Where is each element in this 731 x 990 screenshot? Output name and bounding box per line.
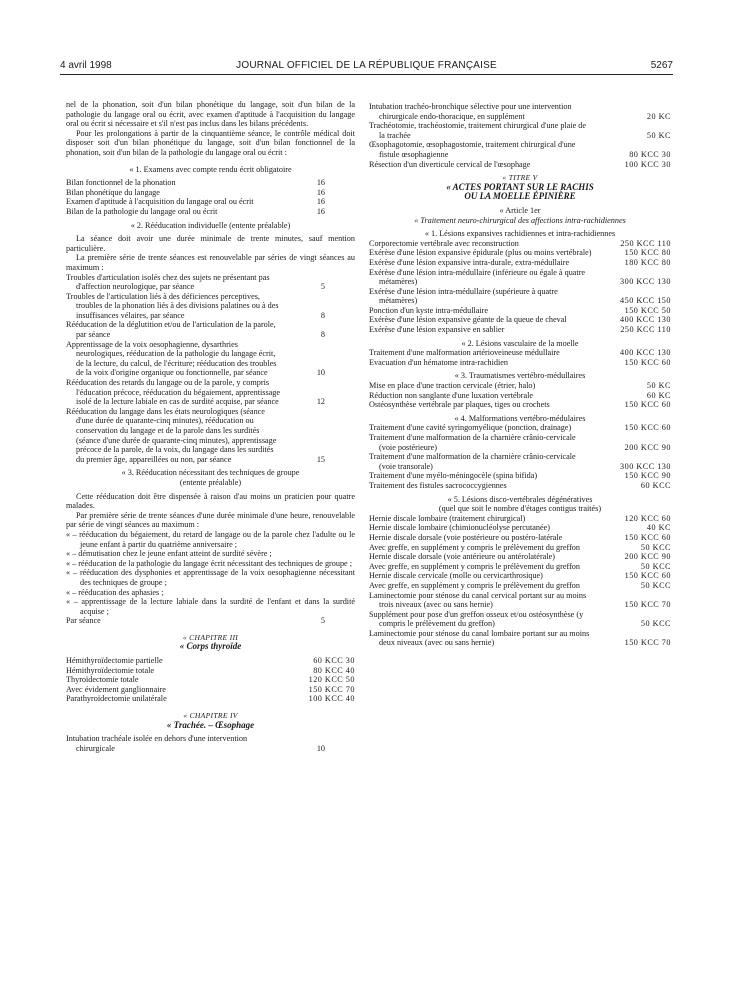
row-value: 10 bbox=[316, 743, 325, 753]
table-row bbox=[66, 197, 355, 207]
row-value: 120 KCC 60 bbox=[624, 513, 671, 523]
row-value: 50 KC bbox=[646, 381, 671, 391]
table-row bbox=[369, 514, 671, 524]
table-row bbox=[66, 292, 355, 321]
row-value: 450 KCC 150 bbox=[620, 296, 671, 306]
row-value: 5 bbox=[320, 616, 325, 626]
row-label: Rééducation des retards du langage ou de la parole, y compris l'éducation précoce, rééducation du bégaiement, apprentissage isolé de la lecture labiale en cas de surdité acquise, par séance bbox=[66, 378, 281, 407]
table-row bbox=[66, 340, 355, 378]
row-value: 250 KCC 110 bbox=[620, 325, 671, 335]
row-value: 150 KCC 70 bbox=[624, 600, 671, 610]
row-value: 400 KCC 130 bbox=[620, 348, 671, 358]
table-row bbox=[369, 325, 671, 335]
row-label: Bilan de la pathologie du langage oral ou écrit bbox=[66, 206, 218, 216]
row-value: 60 KCC 30 bbox=[313, 656, 355, 666]
list-item: « – rééducation de la pathologie du langage écrit nécessitant des techniques de groupe ; bbox=[66, 558, 353, 568]
paragraph: La première série de trente séances est renouvelable par séries de vingt séances au maximum : bbox=[66, 253, 355, 272]
top-table bbox=[369, 102, 671, 169]
l4-table bbox=[369, 423, 671, 490]
section-heading: « 1. Examens avec compte rendu écrit obligatoire bbox=[129, 164, 292, 174]
row-label: Réduction non sanglante d'une luxation vertébrale bbox=[369, 390, 534, 400]
right-column bbox=[369, 102, 671, 648]
ch3-table bbox=[66, 656, 355, 704]
paragraph: Cette rééducation doit être dispensée à raison d'au moins un praticien pour quatre malades. bbox=[66, 491, 355, 511]
article-subtitle: « Traitement neuro-chirurgical des affections intra-rachidiennes bbox=[414, 215, 626, 225]
titre-label: « TITRE V bbox=[502, 173, 538, 183]
section-heading: « 2. Rééducation individuelle (entente préalable) bbox=[130, 220, 291, 230]
chapter-label: « CHAPITRE III bbox=[182, 632, 239, 642]
row-label: Résection d'un diverticule cervical de l'œsophage bbox=[369, 159, 531, 169]
row-label: Mise en place d'une traction cervicale (étrier, halo) bbox=[369, 381, 536, 391]
paragraph: nel de la phonation, soit d'un bilan phonétique du langage, soit d'un bilan de la pathologie du langage oral ou écrit, avec examen d'aptitude à l'acquisition du langage oral ou écrit si nécessaire et s'il n'est pas inclus dans les bilans précédents. bbox=[66, 100, 355, 129]
paragraph: La séance doit avoir une durée minimale de trente minutes, sauf mention particulière. bbox=[66, 234, 355, 253]
row-value: 400 KCC 130 bbox=[620, 315, 671, 325]
table-row bbox=[369, 121, 671, 140]
table-row bbox=[66, 734, 355, 753]
table-row bbox=[369, 562, 671, 572]
list-item: « – démutisation chez le jeune enfant atteint de surdité sévère ; bbox=[66, 549, 272, 559]
row-label: Trachéotomie, trachéostomie, traitement chirurgical d'une plaie de la trachée bbox=[369, 121, 587, 140]
row-label: Bilan fonctionnel de la phonation bbox=[66, 178, 176, 188]
chapter-title: « Trachée. – Œsophage bbox=[166, 719, 255, 730]
header-page-number: 5267 bbox=[650, 60, 673, 71]
row-value: 150 KCC 60 bbox=[624, 357, 671, 367]
table-row bbox=[369, 433, 671, 452]
row-label: Exérèse d'une lésion expansive épidurale (plus ou moins vertébrale) bbox=[369, 248, 592, 258]
table-row bbox=[369, 381, 671, 391]
l2-table bbox=[369, 348, 671, 367]
row-label: Hémithyroïdectomie totale bbox=[66, 665, 154, 675]
row-value: 50 KCC bbox=[640, 542, 671, 552]
paragraph: Par première série de trente séances d'une durée minimale d'une heure, renouvelable par série de vingt séances au maximum : bbox=[66, 510, 355, 530]
row-label: Exérèse d'une lésion expansive en sablier bbox=[369, 325, 505, 335]
table-row bbox=[369, 481, 671, 491]
list-item: « – rééducation des aphasies ; bbox=[66, 587, 164, 597]
table-row bbox=[369, 523, 671, 533]
row-label: Laminectomie pour sténose du canal lombaire portant sur au moins deux niveaux (avec ou sans hernie) bbox=[369, 628, 590, 648]
row-value: 120 KCC 50 bbox=[308, 675, 355, 685]
row-label: Laminectomie pour sténose du canal cervical portant sur au moins trois niveaux (avec ou sans hernie) bbox=[369, 590, 587, 610]
header-date: 4 avril 1998 bbox=[60, 60, 112, 71]
row-label: Troubles d'articulation isolés chez des sujets ne présentant pas d'affection neurologique, par séance bbox=[66, 272, 270, 292]
s1-table bbox=[66, 178, 355, 216]
table-row bbox=[369, 239, 671, 249]
list-item: « – rééducation des dysphonies et apprentissage de la voix oesophagienne nécessitant des techniques de groupe ; bbox=[66, 568, 355, 587]
row-label: Avec greffe, en supplément y compris le prélèvement du greffon bbox=[369, 580, 580, 590]
row-value: 20 KC bbox=[646, 111, 671, 121]
row-value: 10 bbox=[316, 368, 325, 378]
table-row bbox=[369, 471, 671, 481]
table-row bbox=[369, 102, 671, 121]
table-row bbox=[369, 543, 671, 553]
row-label: Avec greffe, en supplément y compris le prélèvement du greffon bbox=[369, 542, 580, 552]
table-row bbox=[66, 188, 355, 198]
row-value: 150 KCC 60 bbox=[624, 423, 671, 433]
list-item: « – apprentissage de la lecture labiale dans la surdité de l'enfant et dans la surdité acquise ; bbox=[66, 597, 355, 616]
row-label: Exérèse d'une lésion intra-médullaire (supérieure à quatre métamères) bbox=[369, 286, 558, 306]
row-value: 50 KCC bbox=[640, 561, 671, 571]
s2-table bbox=[66, 273, 355, 465]
row-value: 8 bbox=[320, 310, 325, 320]
row-value: 150 KCC 60 bbox=[624, 532, 671, 542]
table-row bbox=[369, 348, 671, 358]
row-label: Intubation trachéo-bronchique sélective pour une intervention chirurgicale endo-thoracique, en supplément bbox=[369, 102, 572, 121]
row-value: 40 KC bbox=[646, 523, 671, 533]
row-label: Hernie discale lombaire (traitement chirurgical) bbox=[369, 513, 526, 523]
row-value: 16 bbox=[316, 197, 325, 207]
row-label: Traitement d'une cavité syringomyélique (ponction, drainage) bbox=[369, 423, 572, 433]
table-row bbox=[369, 306, 671, 316]
row-value: 100 KCC 40 bbox=[308, 694, 355, 704]
table-row bbox=[369, 423, 671, 433]
row-value: 80 KCC 40 bbox=[313, 665, 355, 675]
row-value: 200 KCC 90 bbox=[624, 442, 671, 452]
row-label: Exérèse d'une lésion intra-médullaire (inférieure ou égale à quatre métamères) bbox=[369, 267, 586, 287]
l5-table bbox=[369, 514, 671, 648]
table-row bbox=[66, 656, 355, 666]
row-label: Rééducation du langage dans les états neurologiques (séance d'une durée de quarante-cinq minutes), rééducation ou conservation du langage et de la parole dans les surdités (séance d'une durée de quarante-cinq minutes), apprentissage précoce de la parole, de la voix, du langage dans les surdités du premier âge, appareillées ou non, par séance bbox=[66, 406, 277, 464]
section-subheading: (entente préalable) bbox=[179, 477, 242, 487]
row-label: Traitement d'une malformation de la charnière crânio-cervicale (voie transorale) bbox=[369, 452, 576, 471]
row-value: 60 KC bbox=[646, 390, 671, 400]
table-row bbox=[369, 358, 671, 368]
row-value: 80 KCC 30 bbox=[629, 149, 671, 159]
row-value: 50 KCC bbox=[640, 580, 671, 590]
row-value: 150 KCC 70 bbox=[624, 638, 671, 648]
row-value: 250 KCC 110 bbox=[620, 238, 671, 248]
table-row bbox=[66, 666, 355, 676]
row-label: Hémithyroïdectomie partielle bbox=[66, 656, 163, 666]
table-row bbox=[369, 610, 671, 629]
row-label: Exérèse d'une lésion expansive géante de la queue de cheval bbox=[369, 315, 567, 325]
row-label: Ostéosynthèse vertébrale par plaques, tiges ou crochets bbox=[369, 400, 550, 410]
row-value: 15 bbox=[316, 454, 325, 464]
table-row bbox=[66, 616, 355, 626]
running-header bbox=[60, 60, 673, 74]
row-label: Traitement d'une myélo-méningocèle (spina bifida) bbox=[369, 471, 538, 481]
table-row bbox=[369, 581, 671, 591]
row-label: Ponction d'un kyste intra-médullaire bbox=[369, 305, 489, 315]
section-heading: « 3. Traumatismes vertébro-médullaires bbox=[454, 371, 586, 381]
table-row bbox=[369, 140, 671, 159]
table-row bbox=[369, 391, 671, 401]
row-label: Hernie discale cervicale (molle ou cervicarthrosique) bbox=[369, 571, 543, 581]
table-row bbox=[369, 571, 671, 581]
table-row bbox=[66, 178, 355, 188]
row-label: Rééducation de la déglutition et/ou de l'articulation de la parole, par séance bbox=[66, 320, 276, 340]
table-row bbox=[66, 378, 355, 407]
row-value: 150 KCC 70 bbox=[308, 684, 355, 694]
table-row bbox=[369, 248, 671, 258]
table-row bbox=[369, 268, 671, 287]
row-label: Hernie discale dorsale (voie postérieure ou postéro-latérale bbox=[369, 532, 563, 542]
row-label: Apprentissage de la voix oesophagienne, dysarthries neurologiques, rééducation de la pathologie du langage écrit, de la lecture, du calcul, de l'écriture; rééducation des troubles de la voix d'origine organique ou fonctionnelle, par séance bbox=[66, 339, 277, 378]
row-value: 60 KCC bbox=[640, 480, 671, 490]
row-value: 180 KCC 80 bbox=[624, 257, 671, 267]
table-row bbox=[369, 258, 671, 268]
article-label: « Article 1er bbox=[499, 205, 541, 215]
row-value: 5 bbox=[320, 282, 325, 292]
ch4-table bbox=[66, 734, 355, 753]
l1-table bbox=[369, 239, 671, 335]
table-row bbox=[66, 320, 355, 339]
table-row bbox=[66, 694, 355, 704]
table-row bbox=[369, 160, 671, 170]
row-value: 300 KCC 130 bbox=[620, 461, 671, 471]
s3-list bbox=[66, 530, 355, 616]
table-row bbox=[66, 685, 355, 695]
row-label: Examen d'aptitude à l'acquisition du langage oral ou écrit bbox=[66, 197, 254, 207]
row-value: 16 bbox=[316, 187, 325, 197]
row-value: 150 KCC 80 bbox=[624, 248, 671, 258]
row-value: 150 KCC 60 bbox=[624, 400, 671, 410]
row-label: Troubles de l'articulation liés à des déficiences perceptives, troubles de la phonation liés à des divisions palatines ou à des insuffisances vélaires, par séance bbox=[66, 291, 279, 320]
header-rule bbox=[60, 74, 673, 75]
row-label: Parathyroïdectomie unilatérale bbox=[66, 694, 167, 704]
table-row bbox=[369, 552, 671, 562]
row-label: Traitement des fistules sacrococcygiennes bbox=[369, 480, 507, 490]
row-value: 150 KCC 50 bbox=[624, 305, 671, 315]
section-heading: « 1. Lésions expansives rachidiennes et intra-rachidiennes bbox=[424, 229, 616, 239]
row-label: Traitement d'une malformation de la charnière crânio-cervicale (voie postérieure) bbox=[369, 433, 576, 452]
table-row bbox=[369, 452, 671, 471]
l3-table bbox=[369, 381, 671, 410]
table-row bbox=[66, 207, 355, 217]
left-column bbox=[66, 100, 355, 753]
row-label: Avec greffe, en supplément y compris le prélèvement du greffon bbox=[369, 561, 580, 571]
table-row bbox=[369, 591, 671, 610]
table-row bbox=[369, 629, 671, 648]
table-row bbox=[369, 315, 671, 325]
row-label: Exérèse d'une lésion expansive intra-durale, extra-médullaire bbox=[369, 257, 570, 267]
chapter-label: « CHAPITRE IV bbox=[183, 711, 238, 721]
row-label: Corporectomie vertébrale avec reconstruction bbox=[369, 238, 519, 248]
row-value: 50 KC bbox=[646, 130, 671, 140]
row-value: 12 bbox=[316, 397, 325, 407]
titre-subtitle: « ACTES PORTANT SUR LE RACHIS bbox=[446, 181, 594, 192]
list-item: « – rééducation du bégaiement, du retard de langage ou de la parole chez l'adulte ou le jeune enfant à partir du quatrième anniversaire ; bbox=[66, 529, 355, 549]
section-heading: « 2. Lésions vasculaire de la moelle bbox=[461, 338, 579, 348]
table-row bbox=[369, 400, 671, 410]
row-label: Avec évidement ganglionnaire bbox=[66, 684, 166, 694]
row-label: Thyroïdectomie totale bbox=[66, 675, 139, 685]
section-subheading: (quel que soit le nombre d'étages contigus traités) bbox=[438, 504, 602, 514]
table-row bbox=[66, 675, 355, 685]
chapter-title: « Corps thyroïde bbox=[179, 641, 242, 652]
section-heading: « 5. Lésions disco-vertébrales dégénératives bbox=[447, 494, 593, 504]
row-value: 200 KCC 90 bbox=[624, 552, 671, 562]
row-value: 50 KCC bbox=[640, 619, 671, 629]
row-value: 300 KCC 130 bbox=[620, 277, 671, 287]
table-row bbox=[369, 287, 671, 306]
row-label: Supplément pour pose d'un greffon osseux et/ou ostéosynthèse (y compris le prélèvement du greffon) bbox=[369, 609, 584, 629]
row-label: Hernie discale dorsale (voie antérieure ou antérolatérale) bbox=[369, 552, 555, 562]
row-label: Evacuation d'un hématome intra-rachidien bbox=[369, 357, 509, 367]
row-value: 16 bbox=[316, 206, 325, 216]
section-heading: « 4. Malformations vertébro-médulaires bbox=[454, 413, 586, 423]
row-label: Œsophagotomie, œsophagostomie, traitement chirurgical d'une fistule œsophagienne bbox=[369, 140, 576, 159]
table-row bbox=[369, 533, 671, 543]
table-row bbox=[66, 273, 355, 292]
header-title: JOURNAL OFFICIEL DE LA RÉPUBLIQUE FRANÇAISE bbox=[236, 60, 497, 71]
paragraph: Pour les prolongations à partir de la cinquantième séance, le contrôle médical doit disposer soit d'un bilan phonétique du langage, soit d'un bilan fonctionnel de la phonation, soit d'un bilan de la pathologie du langage oral ou écrit : bbox=[66, 128, 355, 157]
row-value: 100 KCC 30 bbox=[624, 159, 671, 169]
row-value: 8 bbox=[320, 330, 325, 340]
row-value: 16 bbox=[316, 178, 325, 188]
titre-subtitle: OU LA MOELLE ÉPINIÈRE bbox=[464, 191, 576, 202]
row-label: Hernie discale lombaire (chimionucléolyse percutanée) bbox=[369, 523, 550, 533]
row-value: 150 KCC 60 bbox=[624, 571, 671, 581]
row-value: 150 KCC 90 bbox=[624, 471, 671, 481]
table-row bbox=[66, 407, 355, 465]
section-heading: « 3. Rééducation nécessitant des techniques de groupe bbox=[121, 468, 300, 478]
row-label: Bilan phonétique du langage bbox=[66, 187, 160, 197]
row-label: Intubation trachéale isolée en dehors d'une intervention chirurgicale bbox=[66, 734, 248, 753]
row-label: Par séance bbox=[66, 616, 101, 626]
row-label: Traitement d'une malformation artérioveineuse médullaire bbox=[369, 348, 560, 358]
